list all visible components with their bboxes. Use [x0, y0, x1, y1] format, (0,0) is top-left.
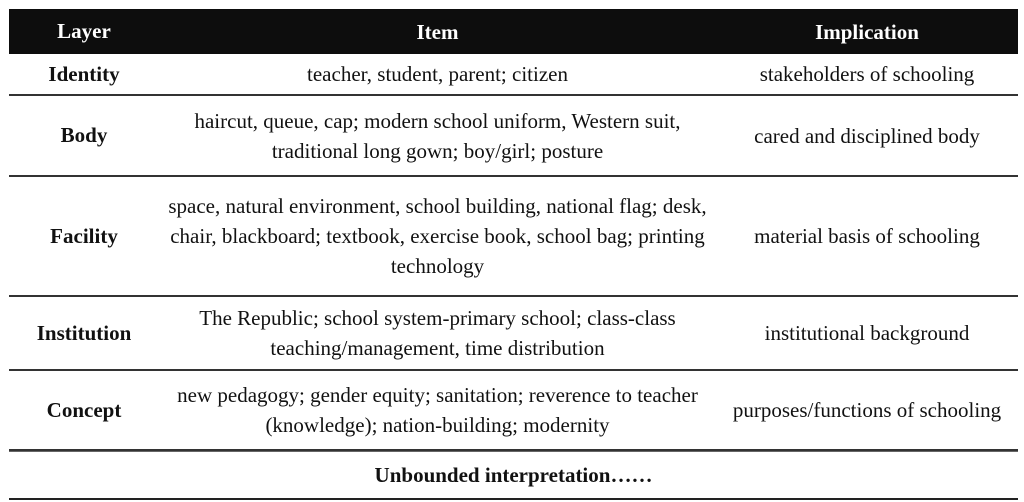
row-layer: Body [60, 123, 108, 147]
row-implication: institutional background [764, 321, 970, 345]
header-implication: Implication [815, 19, 919, 44]
header-layer: Layer [57, 19, 111, 43]
row-layer: Institution [36, 320, 132, 345]
table-header [9, 9, 1018, 54]
row-implication: stakeholders of schooling [759, 62, 975, 86]
row-implication: material basis of schooling [754, 224, 980, 248]
row-layer: Identity [48, 61, 120, 86]
header-item: Item [416, 19, 459, 44]
row-item: new pedagogy; gender equity; sanitation; reverence to teacher (knowledge); nation-building; modernity [177, 383, 698, 437]
table-row [9, 54, 1018, 96]
row-layer: Facility [50, 223, 118, 248]
row-implication: purposes/functions of schooling [732, 398, 1002, 422]
row-item: space, natural environment, school building, national flag; desk, chair, blackboard; textbook, exercise book, school bag; printing technology [168, 194, 707, 278]
table-footer: Unbounded interpretation…… [9, 451, 1018, 498]
table-row [9, 177, 1018, 297]
layers-table [9, 9, 1018, 500]
table-row [9, 96, 1018, 177]
row-layer: Concept [46, 397, 122, 422]
table-row [9, 371, 1018, 451]
row-item: The Republic; school system-primary school; class-class teaching/management, time distribution [199, 306, 676, 360]
table-row [9, 297, 1018, 371]
row-item: teacher, student, parent; citizen [307, 62, 568, 86]
row-item: haircut, queue, cap; modern school uniform, Western suit, traditional long gown; boy/girl; posture [194, 108, 681, 163]
row-implication: cared and disciplined body [754, 123, 980, 148]
